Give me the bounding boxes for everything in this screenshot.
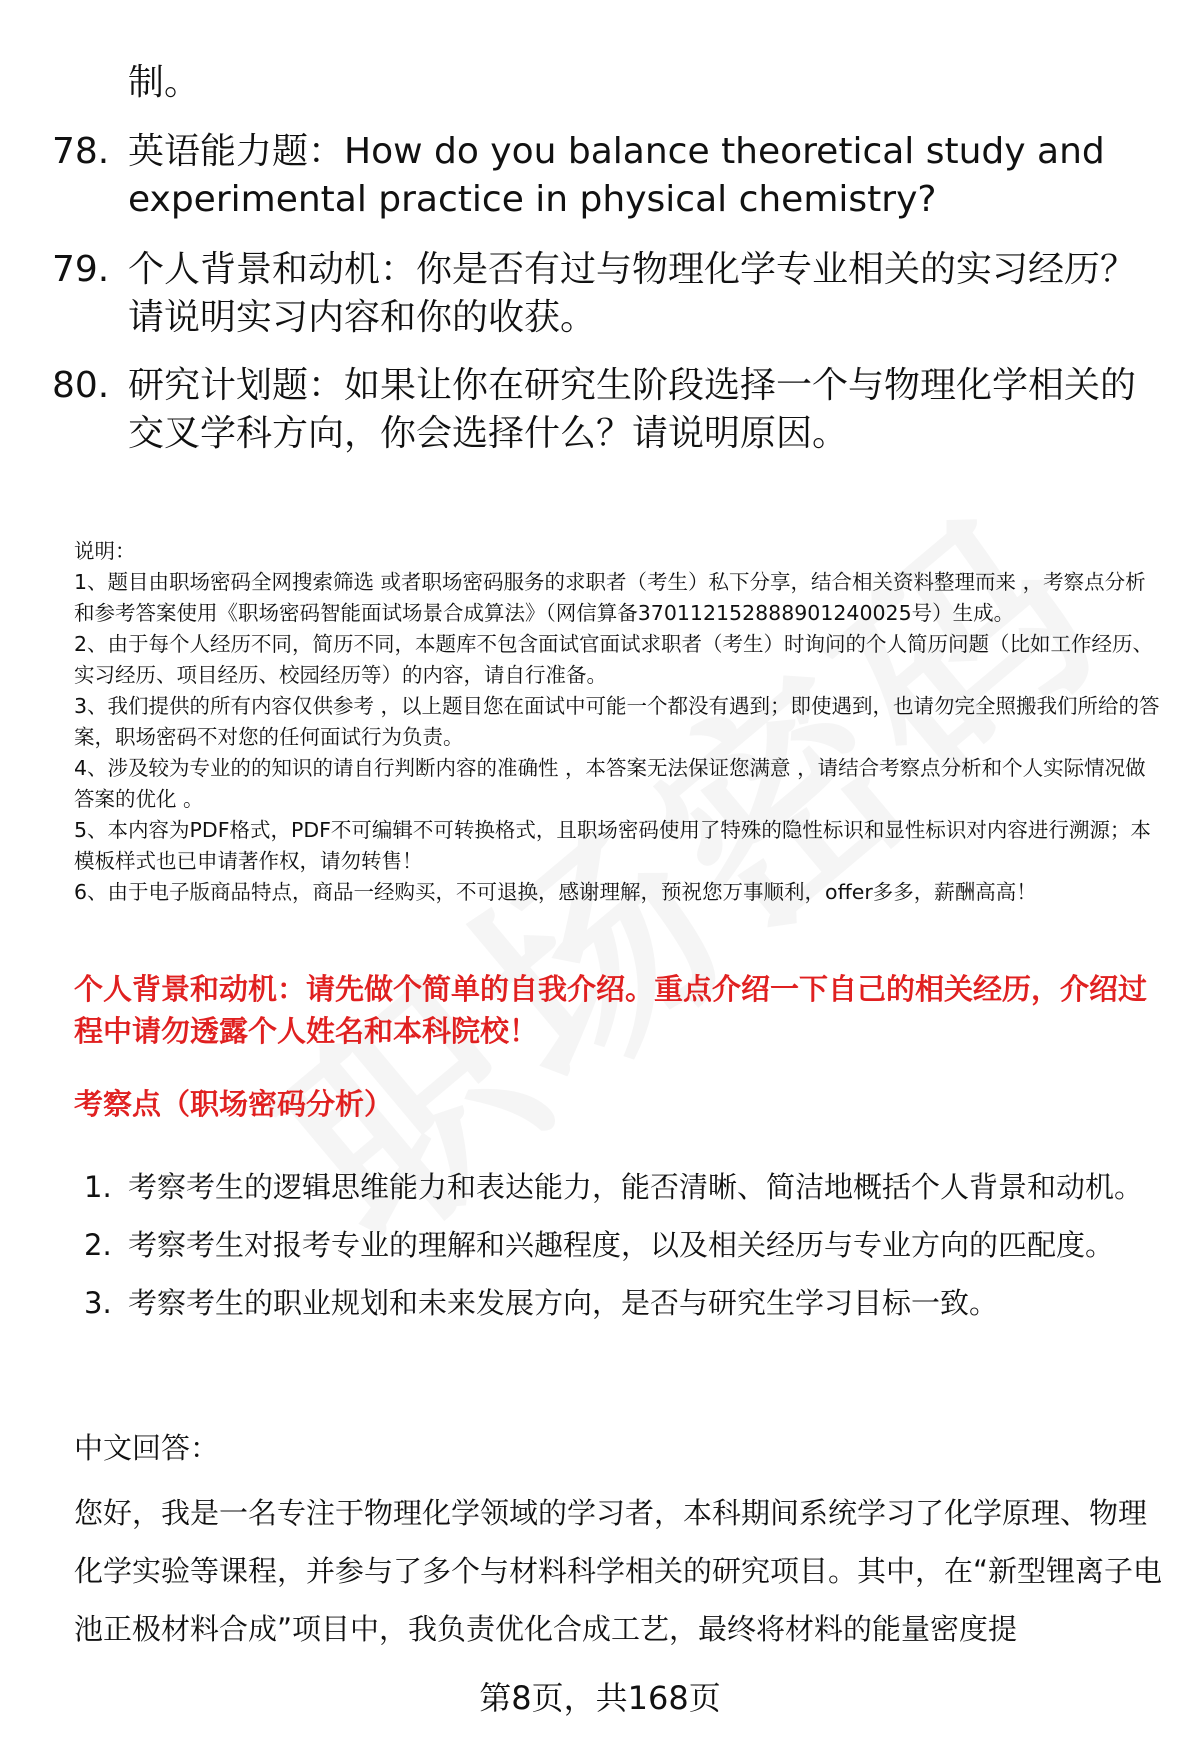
question-text: 英语能力题：How do you balance theoretical study and experimental practice in physical chemistry? [128,131,1105,220]
note-item: 5、本内容为PDF格式，PDF不可编辑不可转换格式，且职场密码使用了特殊的隐性标识和显性标识对内容进行溯源；本模板样式也已申请著作权，请勿转售！ [74,818,1151,873]
question-item [52,362,1162,458]
point-number: 2. [84,1228,112,1262]
question-text: 研究计划题：如果让你在研究生阶段选择一个与物理化学相关的交叉学科方向，你会选择什么？请说明原因。 [128,365,1137,454]
question-text: 个人背景和动机：你是否有过与物理化学专业相关的实习经历？请说明实习内容和你的收获。 [128,249,1137,338]
note-item: 2、由于每个人经历不同，简历不同，本题库不包含面试官面试求职者（考生）时询问的个人简历问题（比如工作经历、实习经历、项目经历、校园经历等）的内容，请自行准备。 [74,632,1154,687]
question-number: 79. [52,249,110,290]
analysis-points [84,1158,1164,1332]
question-item [52,246,1162,342]
highlight-question: 个人背景和动机：请先做个简单的自我介绍。重点介绍一下自己的相关经历，介绍过程中请勿透露个人姓名和本科院校！ [74,972,1148,1048]
note-item: 3、我们提供的所有内容仅供参考 ，以上题目您在面试中可能一个都没有遇到；即使遇到，也请勿完全照搬我们所给的答案，职场密码不对您的任何面试行为负责。 [74,694,1160,749]
question-item [52,128,1162,224]
answer-label: 中文回答： [74,1431,220,1465]
question-number: 80. [52,365,110,406]
notes-section [74,536,1164,908]
point-text: 考察考生的逻辑思维能力和表达能力，能否清晰、简洁地概括个人背景和动机。 [128,1170,1144,1204]
note-item: 6、由于电子版商品特点，商品一经购买，不可退换，感谢理解，预祝您万事顺利，offer多多，薪酬高高！ [74,880,1037,904]
point-text: 考察考生对报考专业的理解和兴趣程度，以及相关经历与专业方向的匹配度。 [128,1228,1115,1262]
analysis-point [84,1216,1164,1274]
page-footer: 第8页，共168页 [479,1679,721,1717]
analysis-point [84,1158,1164,1216]
note-item: 1、题目由职场密码全网搜索筛选 或者职场密码服务的求职者（考生）私下分享，结合相关资料整理而来 ，考察点分析和参考答案使用《职场密码智能面试场景合成算法》（网信算备370112152888901240025号）生成。 [74,570,1146,625]
note-item: 4、涉及较为专业的的知识的请自行判断内容的准确性 ，本答案无法保证您满意 ，请结合考察点分析和个人实际情况做答案的优化 。 [74,756,1146,811]
point-text: 考察考生的职业规划和未来发展方向，是否与研究生学习目标一致。 [128,1286,999,1320]
point-number: 3. [84,1286,112,1320]
notes-title: 说明： [74,539,136,563]
point-number: 1. [84,1170,112,1204]
answer-text: 您好，我是一名专注于物理化学领域的学习者，本科期间系统学习了化学原理、物理化学实验等课程，并参与了多个与材料科学相关的研究项目。其中，在“新型锂离子电池正极材料合成”项目中，我负责优化合成工艺，最终将材料的能量密度提 [74,1496,1163,1646]
question-fragment: 制。 [128,62,201,103]
analysis-point [84,1274,1164,1332]
question-number: 78. [52,131,110,172]
analysis-title: 考察点（职场密码分析） [74,1087,394,1121]
